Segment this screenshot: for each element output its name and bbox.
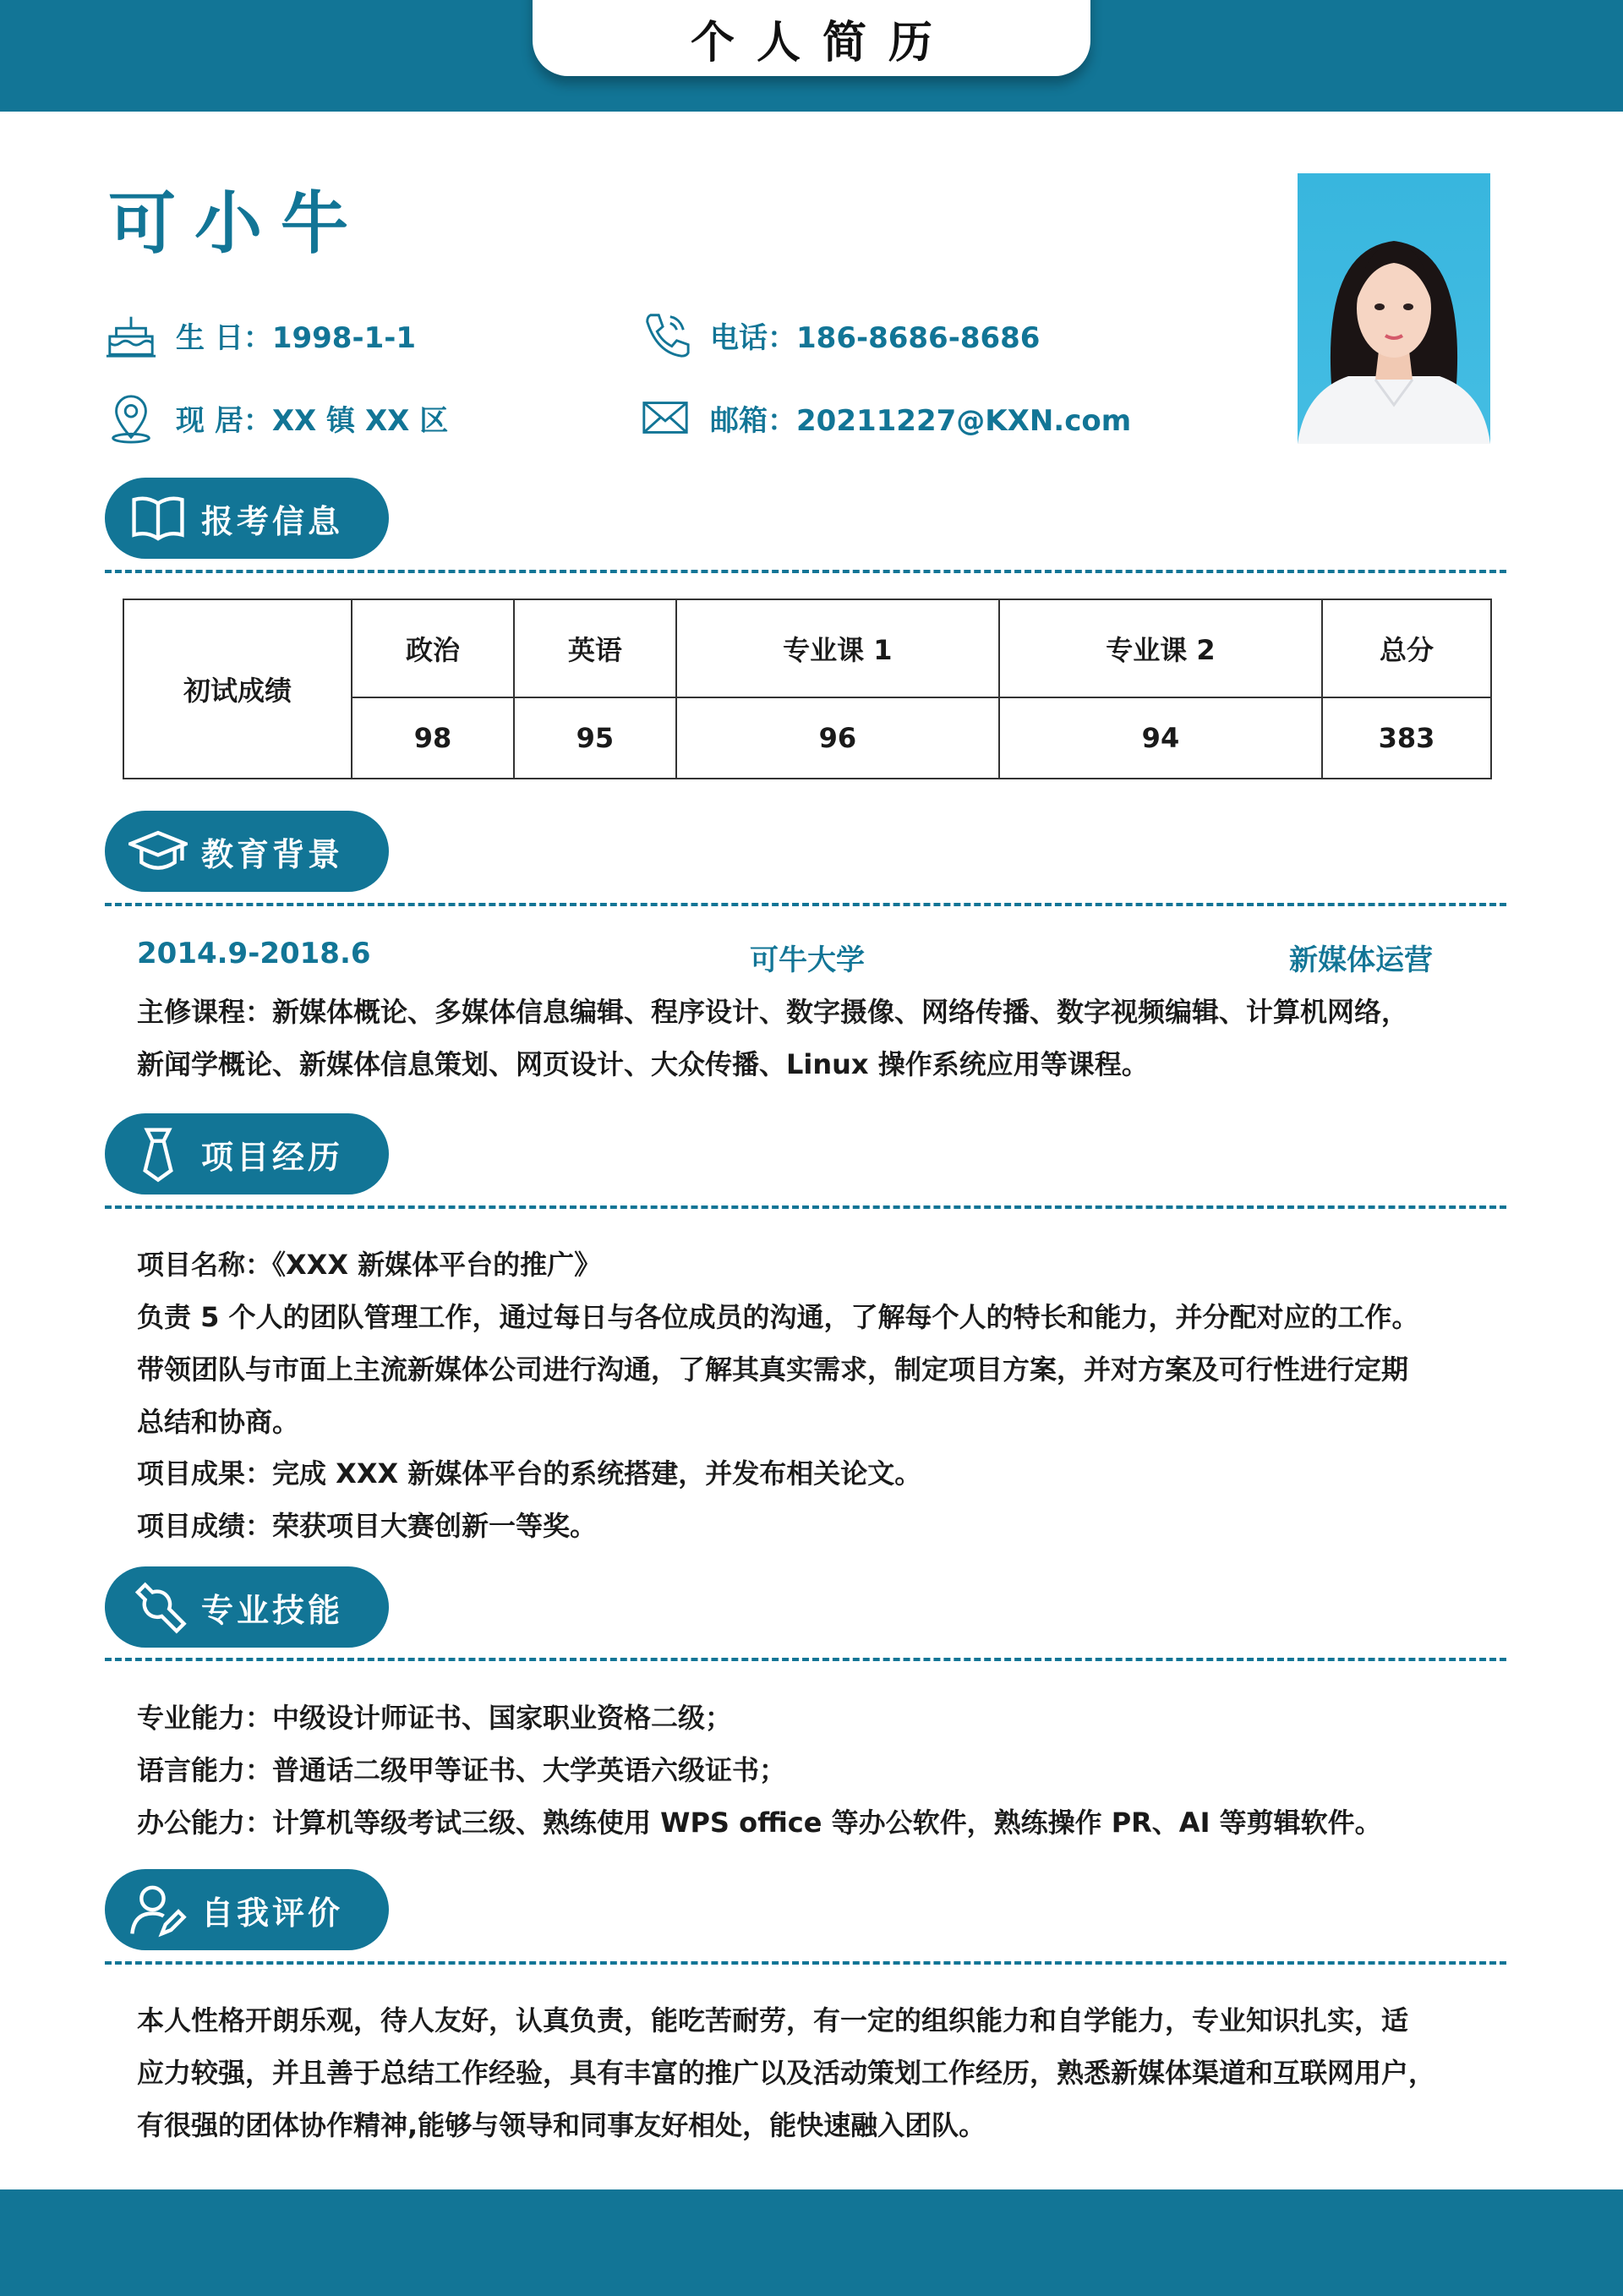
education-courses-line-2: 新闻学概论、新媒体信息策划、网页设计、大众传播、Linux 操作系统应用等课程。 bbox=[137, 1048, 1149, 1080]
education-period: 2014.9-2018.6 bbox=[137, 937, 371, 970]
self-eval-line-3: 有很强的团体协作精神,能够与领导和同事友好相处，能快速融入团队。 bbox=[137, 2109, 986, 2141]
header-cell-english: 英语 bbox=[514, 599, 676, 697]
open-book-icon bbox=[128, 489, 188, 548]
divider-self-eval bbox=[105, 1961, 1506, 1965]
section-education bbox=[105, 811, 389, 892]
exam-score-table bbox=[123, 599, 1492, 779]
section-skills-title: 专业技能 bbox=[201, 1591, 344, 1629]
email-info bbox=[639, 391, 1131, 444]
profile-photo bbox=[1298, 173, 1490, 444]
residence-info bbox=[105, 391, 448, 444]
score-cell-total: 383 bbox=[1322, 697, 1491, 779]
section-exam-info bbox=[105, 478, 389, 559]
divider-exam bbox=[105, 570, 1506, 573]
header-cell-total: 总分 bbox=[1322, 599, 1491, 697]
tie-icon bbox=[128, 1124, 188, 1184]
education-major: 新媒体运营 bbox=[1289, 943, 1433, 977]
table-row bbox=[123, 599, 1491, 697]
score-cell-english: 95 bbox=[514, 697, 676, 779]
section-education-title: 教育背景 bbox=[201, 835, 344, 873]
residence-text: 现 居：XX 镇 XX 区 bbox=[176, 403, 449, 438]
project-line-1: 项目名称：《XXX 新媒体平台的推广》 bbox=[137, 1249, 602, 1281]
user-pen-icon bbox=[128, 1880, 188, 1939]
footer-band bbox=[0, 2189, 1623, 2296]
title-tab bbox=[533, 0, 1090, 76]
graduation-cap-icon bbox=[128, 822, 188, 881]
envelope-icon bbox=[639, 391, 691, 444]
phone-info bbox=[639, 309, 1040, 361]
section-self-eval bbox=[105, 1869, 389, 1950]
section-self-eval-title: 自我评价 bbox=[201, 1894, 344, 1932]
score-cell-major1: 96 bbox=[676, 697, 999, 779]
row-label-cell: 初试成绩 bbox=[123, 599, 352, 779]
education-school: 可牛大学 bbox=[750, 943, 865, 977]
wrench-icon bbox=[128, 1577, 188, 1637]
education-courses-line-1: 主修课程：新媒体概论、多媒体信息编辑、程序设计、数字摄像、网络传播、数字视频编辑、计算机网络， bbox=[137, 996, 1409, 1028]
project-line-6: 项目成绩：荣获项目大赛创新一等奖。 bbox=[137, 1510, 598, 1542]
header-cell-major2: 专业课 2 bbox=[999, 599, 1322, 697]
section-exam-title: 报考信息 bbox=[201, 502, 344, 540]
page-title: 个人简历 bbox=[690, 17, 954, 68]
email-text: 邮箱：20211227@KXN.com bbox=[710, 403, 1132, 438]
project-line-2: 负责 5 个人的团队管理工作，通过每日与各位成员的沟通，了解每个人的特长和能力，并分配对应的工作。 bbox=[137, 1301, 1419, 1333]
score-cell-major2: 94 bbox=[999, 697, 1322, 779]
skills-line-1: 专业能力：中级设计师证书、国家职业资格二级； bbox=[137, 1702, 733, 1734]
section-projects-title: 项目经历 bbox=[201, 1138, 344, 1176]
header-cell-major1: 专业课 1 bbox=[676, 599, 999, 697]
section-skills bbox=[105, 1566, 389, 1648]
phone-icon bbox=[639, 309, 691, 361]
divider-projects bbox=[105, 1205, 1506, 1209]
project-line-4: 总结和协商。 bbox=[137, 1406, 300, 1438]
self-eval-line-1: 本人性格开朗乐观，待人友好，认真负责，能吃苦耐劳，有一定的组织能力和自学能力，专业知识扎实，适 bbox=[137, 2004, 1409, 2036]
birthday-info bbox=[105, 309, 416, 361]
birthday-text: 生 日：1998-1-1 bbox=[176, 320, 417, 355]
project-line-5: 项目成果：完成 XXX 新媒体平台的系统搭建，并发布相关论文。 bbox=[137, 1457, 922, 1490]
cake-icon bbox=[105, 309, 157, 361]
candidate-name: 可小牛 bbox=[108, 184, 367, 263]
divider-skills bbox=[105, 1658, 1506, 1661]
skills-line-3: 办公能力：计算机等级考试三级、熟练使用 WPS office 等办公软件，熟练操作 PR、AI 等剪辑软件。 bbox=[137, 1807, 1382, 1839]
portrait-illustration bbox=[1298, 173, 1490, 444]
section-projects bbox=[105, 1113, 389, 1194]
divider-education bbox=[105, 903, 1506, 906]
location-pin-icon bbox=[105, 391, 157, 444]
project-line-3: 带领团队与市面上主流新媒体公司进行沟通，了解其真实需求，制定项目方案，并对方案及可行性进行定期 bbox=[137, 1353, 1409, 1386]
header-cell-politics: 政治 bbox=[352, 599, 514, 697]
score-cell-politics: 98 bbox=[352, 697, 514, 779]
skills-line-2: 语言能力：普通话二级甲等证书、大学英语六级证书； bbox=[137, 1754, 787, 1786]
phone-text: 电话：186-8686-8686 bbox=[710, 320, 1041, 355]
self-eval-line-2: 应力较强，并且善于总结工作经验，具有丰富的推广以及活动策划工作经历，熟悉新媒体渠道和互联网用户， bbox=[137, 2057, 1436, 2089]
